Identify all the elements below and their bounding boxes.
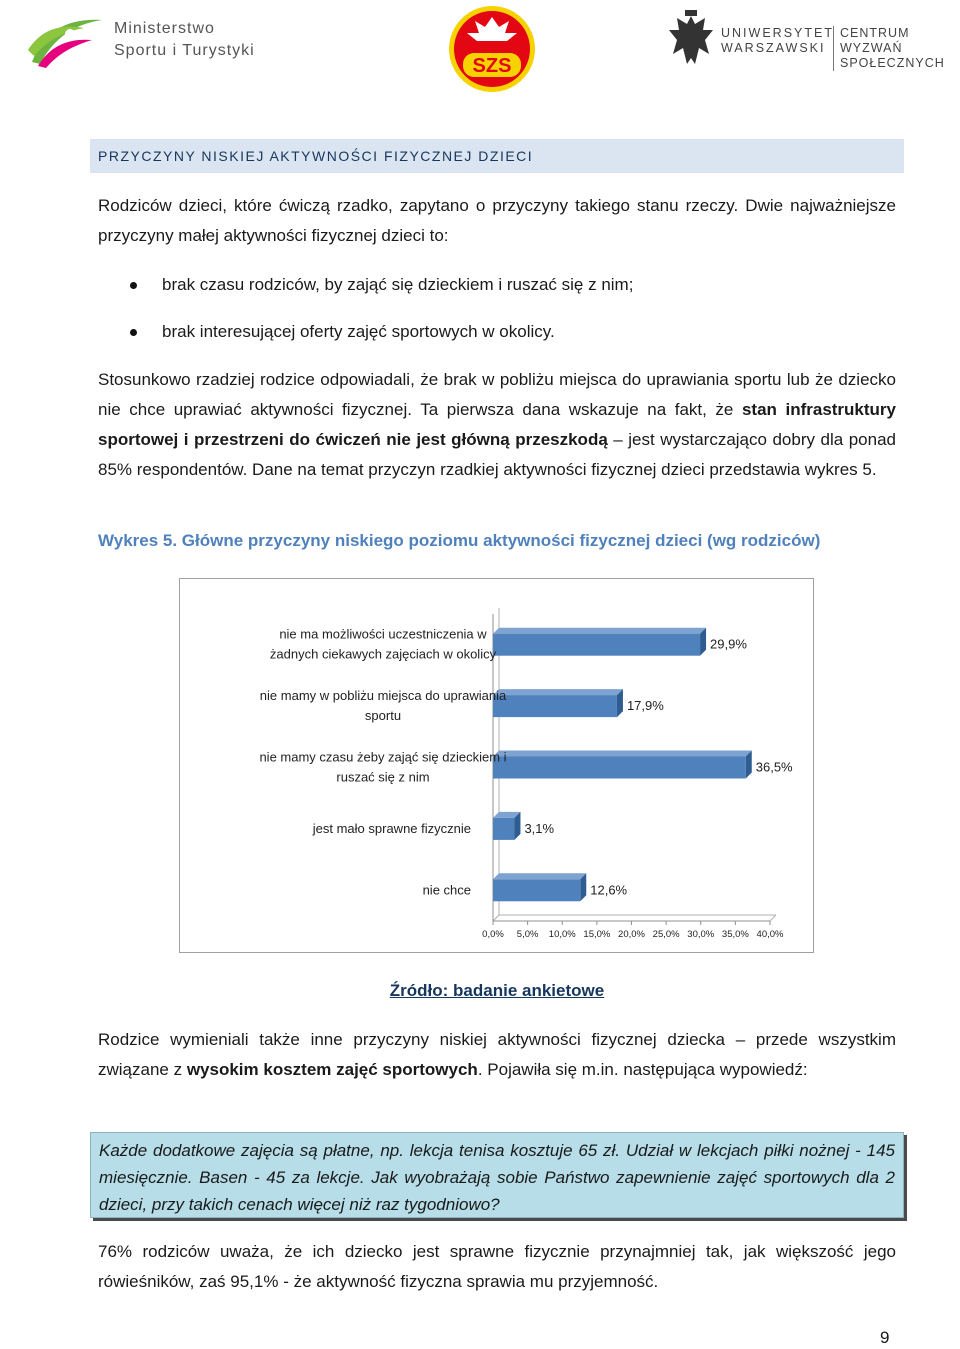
category-label: nie ma możliwości uczestniczenia w xyxy=(279,626,487,642)
x-tick-label: 20,0% xyxy=(618,929,645,940)
body-paragraph: 76% rodziców uważa, że ich dziecko jest sprawne fizycznie przynajmniej tak, jak większość jego rówieśników, zaś 95,1% - że aktywność fizyczna sprawia mu przyjemność. xyxy=(98,1242,896,1291)
bar xyxy=(493,695,617,717)
bar xyxy=(493,818,514,840)
paragraph-text: Stosunkowo rzadziej rodzice odpowiadali, że brak w pobliżu miejsca do uprawiania sportu lub że dziecko nie chce uprawiać aktywności fizycznej. Ta pierwsza dana wskazuje na fakt, że xyxy=(98,370,896,419)
paragraph-emphasis: wysokim kosztem zajęć sportowych xyxy=(186,1060,478,1079)
bar xyxy=(493,634,700,656)
bar xyxy=(493,757,746,779)
category-label: żadnych ciekawych zajęciach w okolicy xyxy=(269,646,497,662)
bar-value-label: 12,6% xyxy=(590,882,628,898)
centre-name-line2: SPOŁECZNYCH xyxy=(840,56,945,70)
category-label: sportu xyxy=(364,708,402,724)
bar-value-label: 36,5% xyxy=(755,759,793,775)
bar-top-face xyxy=(493,689,623,695)
bar-top-face xyxy=(493,751,752,757)
category-label: nie mamy czasu żeby zająć się dzieckiem i xyxy=(259,749,507,765)
paragraph-text: – jest wystarczająco dobry dla ponad 85% respondentów. Dane na temat przyczyn rzadkiej aktywności fizycznej dzieci przedstawia wykres 5. xyxy=(98,430,896,479)
page-header xyxy=(0,0,960,100)
ministry-emblem-icon xyxy=(14,10,109,70)
university-name-line1: UNIWERSYTET xyxy=(721,26,834,40)
bar-chart xyxy=(180,579,813,952)
body-paragraph xyxy=(98,365,896,485)
figure-caption: Wykres 5. Główne przyczyny niskiego poziomu aktywności fizycznej dzieci (wg rodziców) xyxy=(98,531,821,550)
category-label: ruszać się z nim xyxy=(336,769,430,785)
szs-logo xyxy=(447,3,537,95)
bar-top-face xyxy=(493,628,706,634)
x-tick-label: 15,0% xyxy=(583,929,611,940)
bar-top-face xyxy=(493,873,586,879)
page-number: 9 xyxy=(880,1328,890,1347)
bar-value-label: 3,1% xyxy=(524,820,555,836)
ministry-logo xyxy=(14,10,264,70)
eagle-emblem-icon xyxy=(665,8,717,78)
category-label: nie chce xyxy=(422,882,471,898)
bar-value-label: 17,9% xyxy=(626,698,664,714)
bar xyxy=(493,879,580,901)
paragraph-text: Rodzice wymieniali także inne przyczyny niskiej aktywności fizycznej dziecka – przede wszystkim związane z xyxy=(98,1030,896,1079)
paragraph-emphasis: stan infrastruktury sportowej i przestrzeni do ćwiczeń nie jest główną przeszkodą xyxy=(98,400,897,449)
chart-frame xyxy=(179,578,814,953)
list-item-text: brak interesującej oferty zajęć sportowych w okolicy. xyxy=(162,322,555,341)
body-paragraph xyxy=(98,1025,896,1085)
x-tick-label: 5,0% xyxy=(516,929,539,940)
university-name-line2: WARSZAWSKI xyxy=(721,41,826,55)
ministry-name xyxy=(114,18,255,62)
ministry-name-line2: Sportu i Turystyki xyxy=(114,42,255,59)
university-name xyxy=(721,26,834,56)
x-tick-label: 0,0% xyxy=(482,929,504,940)
szs-logo-text: SZS xyxy=(472,55,512,77)
x-tick-label: 30,0% xyxy=(687,929,715,940)
x-tick-label: 40,0% xyxy=(756,929,784,940)
quote-box: Każde dodatkowe zajęcia są płatne, np. lekcja tenisa kosztuje 65 zł. Udział w lekcjach piłki nożnej - 145 miesięcznie. Basen - 45 za lekcje. Jak wyobrażają sobie Państwo zapewnienie zajęć sportowych dla 2 dzieci, przy takich cenach więcej niż raz tygodniowo? xyxy=(90,1132,904,1218)
centre-name-line1: CENTRUM WYZWAŃ xyxy=(840,26,910,55)
intro-paragraph: Rodziców dzieci, które ćwiczą rzadko, zapytano o przyczyny takiego stanu rzeczy. Dwie najważniejsze przyczyny małej aktywności fizycznej dzieci to: xyxy=(98,196,896,245)
university-logo xyxy=(665,8,960,78)
bullet-icon xyxy=(130,329,137,336)
bar-value-label: 29,9% xyxy=(710,636,747,652)
x-tick-label: 25,0% xyxy=(652,929,680,940)
section-title: PRZYCZYNY NISKIEJ AKTYWNOŚCI FIZYCZNEJ DZIECI xyxy=(90,139,904,173)
floor-edge xyxy=(770,915,776,921)
bullet-icon xyxy=(130,282,137,289)
list-item-text: brak czasu rodziców, by zająć się dzieckiem i ruszać się z nim; xyxy=(162,275,634,294)
category-label: jest mało sprawne fizycznie xyxy=(312,820,471,836)
ministry-name-line1: Ministerstwo xyxy=(114,20,215,37)
figure-source: Źródło: badanie ankietowe xyxy=(389,981,605,1000)
x-tick-label: 10,0% xyxy=(548,929,576,940)
centre-name xyxy=(833,26,960,71)
x-tick-label: 35,0% xyxy=(721,929,749,940)
category-label: nie mamy w pobliżu miejsca do uprawiania xyxy=(259,688,507,704)
paragraph-text: . Pojawiła się m.in. następująca wypowiedź: xyxy=(477,1060,808,1079)
